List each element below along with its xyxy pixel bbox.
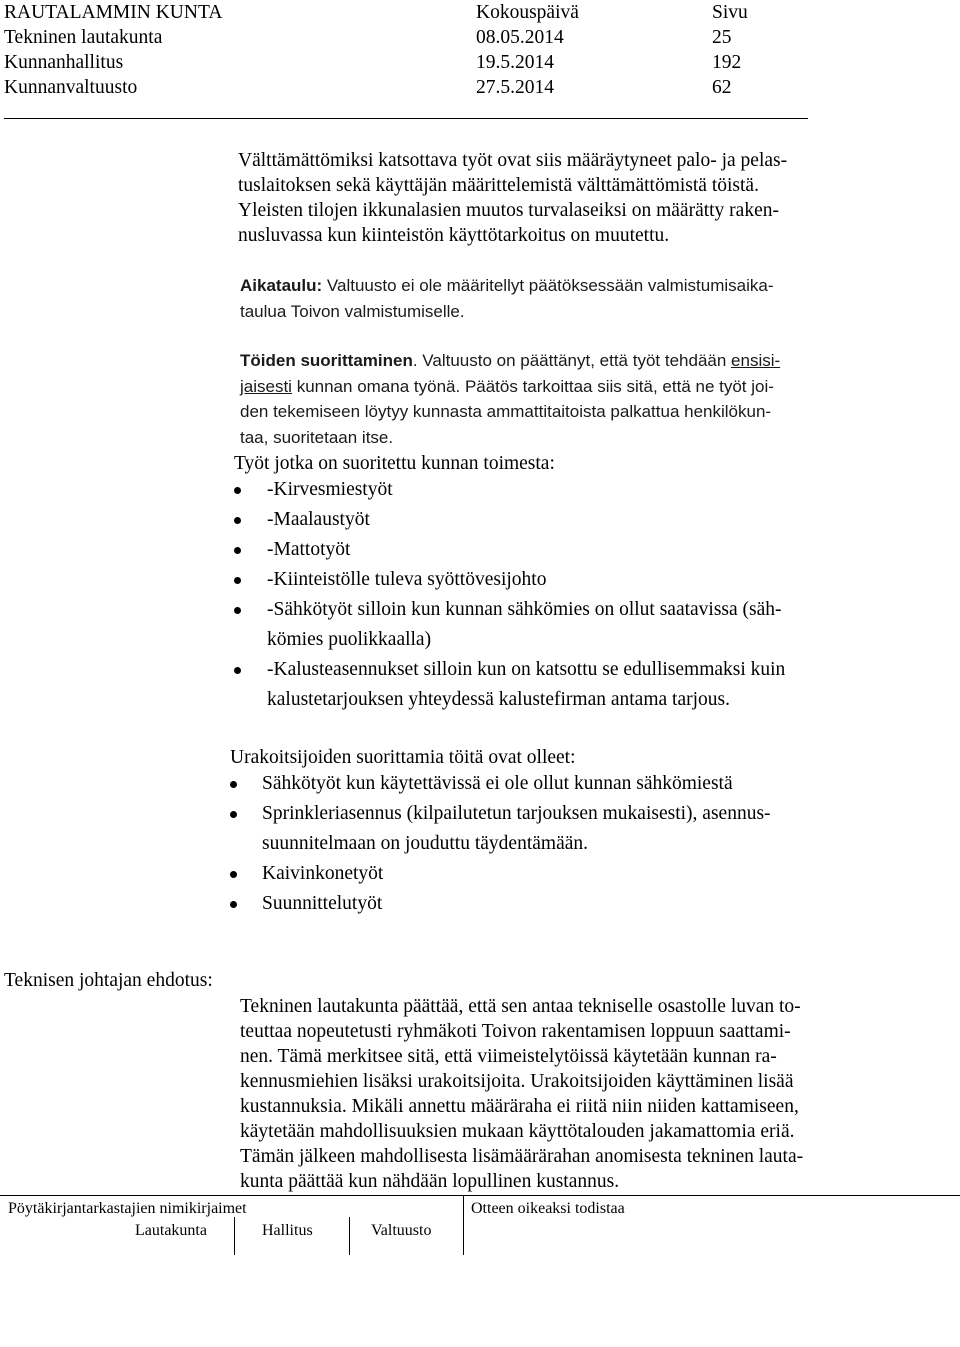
body-name: Tekninen lautakunta <box>4 27 163 48</box>
bullet-icon <box>230 871 237 878</box>
header-divider <box>4 118 808 119</box>
text-line: Tekninen lautakunta päättää, että sen antaa tekniselle osastolle luvan to- <box>240 996 801 1017</box>
footer-divider <box>234 1217 235 1255</box>
paragraph-requirements <box>238 148 787 248</box>
work-execution-label: Töiden suorittaminen <box>240 351 413 370</box>
list-item <box>230 799 850 859</box>
signature-valtuusto: Valtuusto <box>371 1222 432 1239</box>
list-item <box>230 889 850 919</box>
list-item-text: suunnitelmaan on jouduttu täydentämään. <box>262 833 589 854</box>
list-item <box>234 595 874 655</box>
meeting-date-label: Kokouspäivä <box>476 2 579 23</box>
underlined-text: ensisi- <box>731 351 781 370</box>
own-work-title: Työt jotka on suoritettu kunnan toimesta: <box>234 453 555 474</box>
text-line: kustannuksia. Mikäli annettu määräraha ei riitä niin niiden kattamiseen, <box>240 1096 799 1117</box>
footer-divider <box>463 1195 464 1255</box>
bullet-icon <box>234 607 241 614</box>
text-line: kunnan omana työnä. <box>291 376 465 396</box>
paragraph-work-execution <box>240 348 780 450</box>
list-item <box>230 769 850 799</box>
bullet-icon <box>234 547 241 554</box>
list-item-text: -Kiinteistölle tuleva syöttövesijohto <box>267 569 547 590</box>
text-line: taulua Toivon valmistumiselle. <box>240 301 465 321</box>
text-line: Päätös tarkoittaa siis sitä, että ne työt joi- <box>464 376 774 396</box>
underlined-text: jaisesti <box>240 376 292 396</box>
list-item <box>234 655 874 715</box>
municipality-name: RAUTALAMMIN KUNTA <box>4 2 223 23</box>
list-item <box>234 535 874 565</box>
body-name: Kunnanvaltuusto <box>4 77 138 98</box>
page-number: 62 <box>712 77 732 98</box>
list-item-text: kalustetarjouksen yhteydessä kalustefirman antama tarjous. <box>267 689 730 710</box>
list-item <box>230 859 850 889</box>
bullet-icon <box>230 901 237 908</box>
signatures-label: Pöytäkirjantarkastajien nimikirjaimet <box>8 1200 247 1217</box>
proposal-label: Teknisen johtajan ehdotus: <box>4 970 213 991</box>
list-item-text: -Maalaustyöt <box>267 509 370 530</box>
text-line: taa, suoritetaan itse. <box>240 427 394 447</box>
signature-hallitus: Hallitus <box>262 1222 313 1239</box>
proposal-text <box>240 994 803 1194</box>
meeting-date: 08.05.2014 <box>476 27 564 48</box>
list-item-text: -Sähkötyöt silloin kun kunnan sähkömies on ollut saatavissa (säh- <box>267 599 782 620</box>
meeting-date: 19.5.2014 <box>476 52 554 73</box>
bullet-icon <box>234 667 241 674</box>
text-line: . Valtuusto on päättänyt, että työt tehdään <box>412 351 732 370</box>
bullet-icon <box>230 811 237 818</box>
page-number: 25 <box>712 27 732 48</box>
list-item <box>234 505 874 535</box>
schedule-label: Aikataulu: <box>240 276 323 295</box>
footer-divider <box>349 1217 350 1255</box>
paragraph-schedule <box>240 273 774 324</box>
bullet-icon <box>234 517 241 524</box>
page-number: 192 <box>712 52 742 73</box>
list-item-text: Sprinkleriasennus (kilpailutetun tarjouksen mukaisesti), asennus- <box>262 803 771 824</box>
bullet-icon <box>234 487 241 494</box>
list-item-text: kömies puolikkaalla) <box>267 629 432 650</box>
signature-lautakunta: Lautakunta <box>135 1222 207 1239</box>
text-line: tuslaitoksen sekä käyttäjän määrittelemistä välttämättömistä töistä. <box>238 175 759 196</box>
list-item-text: -Kirvesmiestyöt <box>267 479 393 500</box>
text-line: teuttaa nopeutetusti ryhmäkoti Toivon rakentamisen loppuun saattami- <box>240 1021 791 1042</box>
page-label: Sivu <box>712 2 748 23</box>
contractor-work-list <box>230 769 850 919</box>
own-work-list <box>234 475 874 715</box>
text-line: kunta päättää kun nähdään lopullinen kustannus. <box>240 1171 620 1192</box>
text-line: kennusmiehien lisäksi urakoitsijoita. Urakoitsijoiden käyttäminen lisää <box>240 1071 794 1092</box>
text-line: Yleisten tilojen ikkunalasien muutos turvalaseiksi on määrätty raken- <box>238 200 779 221</box>
list-item-text: Kaivinkonetyöt <box>262 863 384 884</box>
list-item-text: -Kalusteasennukset silloin kun on katsottu se edullisemmaksi kuin <box>267 659 786 680</box>
meeting-date: 27.5.2014 <box>476 77 554 98</box>
text-line: Valtuusto ei ole määritellyt päätöksessään valmistumisaika- <box>322 276 774 295</box>
contractor-work-title: Urakoitsijoiden suorittamia töitä ovat olleet: <box>230 747 576 768</box>
text-line: den tekemiseen löytyy kunnasta ammattitaitoista palkattua henkilökun- <box>240 402 772 421</box>
text-line: nusluvassa kun kiinteistön käyttötarkoitus on muutettu. <box>238 225 670 246</box>
list-item-text: Sähkötyöt kun käytettävissä ei ole ollut kunnan sähkömiestä <box>262 773 733 794</box>
list-item-text: -Mattotyöt <box>267 539 351 560</box>
bullet-icon <box>234 577 241 584</box>
certify-label: Otteen oikeaksi todistaa <box>471 1200 625 1217</box>
list-item <box>234 565 874 595</box>
list-item <box>234 475 874 505</box>
footer-divider <box>0 1195 960 1196</box>
signature-footer <box>0 1195 960 1255</box>
text-line: nen. Tämä merkitsee sitä, että viimeistelytöissä käytetään kunnan ra- <box>240 1046 777 1067</box>
text-line: Tämän jälkeen mahdollisesta lisämäärärahan anomisesta tekninen lauta- <box>240 1146 804 1167</box>
list-item-text: Suunnittelutyöt <box>262 893 383 914</box>
bullet-icon <box>230 781 237 788</box>
text-line: Välttämättömiksi katsottava työt ovat siis määräytyneet palo- ja pelas- <box>238 150 788 171</box>
body-name: Kunnanhallitus <box>4 52 124 73</box>
text-line: käytetään mahdollisuuksien mukaan käyttötalouden jakamattomia eriä. <box>240 1121 795 1142</box>
